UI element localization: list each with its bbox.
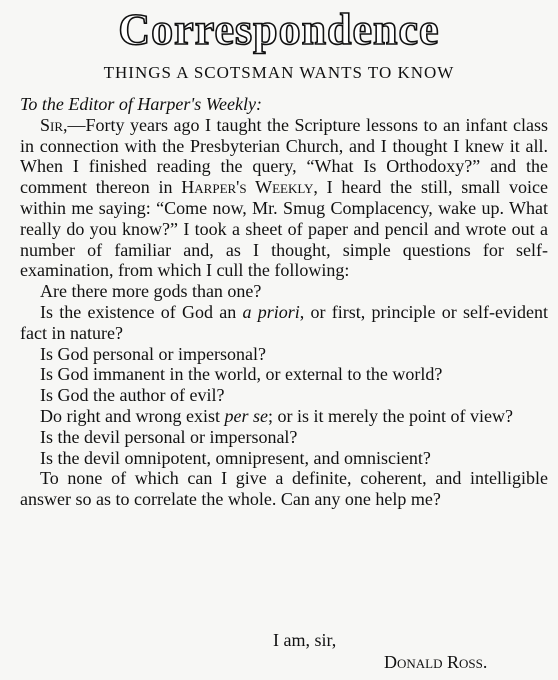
- question-3: Is God personal or impersonal?: [40, 343, 266, 364]
- question-5: Is God the author of evil?: [40, 385, 225, 406]
- question-6: Do right and wrong exist per se; or is it merely the point of view?: [40, 405, 513, 426]
- question-4: Is God immanent in the world, or external to the world?: [40, 364, 443, 385]
- signature: Donald Ross.: [384, 652, 488, 672]
- question-8: Is the devil omnipotent, omnipresent, and omniscient?: [40, 447, 431, 468]
- article-headline: THINGS A SCOTSMAN WANTS TO KNOW: [103, 63, 455, 82]
- salutation: To the Editor of Harper's Weekly:: [20, 94, 262, 114]
- publication-name: Harper's Weekly: [181, 177, 314, 198]
- question-7: Is the devil personal or impersonal?: [40, 426, 298, 447]
- question-1: Are there more gods than one?: [40, 281, 262, 302]
- signoff: I am, sir,: [273, 630, 337, 650]
- sir-word: Sir,: [40, 114, 68, 135]
- closing-paragraph: To none of which can I give a definite, coherent, and intelligible answer so as to correlate the whole. Can any one help me?: [20, 468, 548, 510]
- letter-body: [20, 94, 548, 510]
- letter-paragraph: Sir,—Forty years ago I taught the Scripture lessons to an infant class in connection with the Presbyterian Church, and I thought I knew it all. When I finished reading the query, “What Is Orthodoxy?” and the comment thereon in Harper's Weekly, I heard the still, small voice within me saying: “Come now, Mr. Smug Complacency, wake up. What really do you know?” I took a sheet of paper and pencil and wrote out a number of familiar and, as I thought, simple questions for self-examination, from which I cull the following:: [20, 114, 548, 281]
- question-2: Is the existence of God an a priori, or first, principle or self-evident fact in nature?: [20, 301, 548, 343]
- section-masthead: Correspondence: [118, 5, 440, 54]
